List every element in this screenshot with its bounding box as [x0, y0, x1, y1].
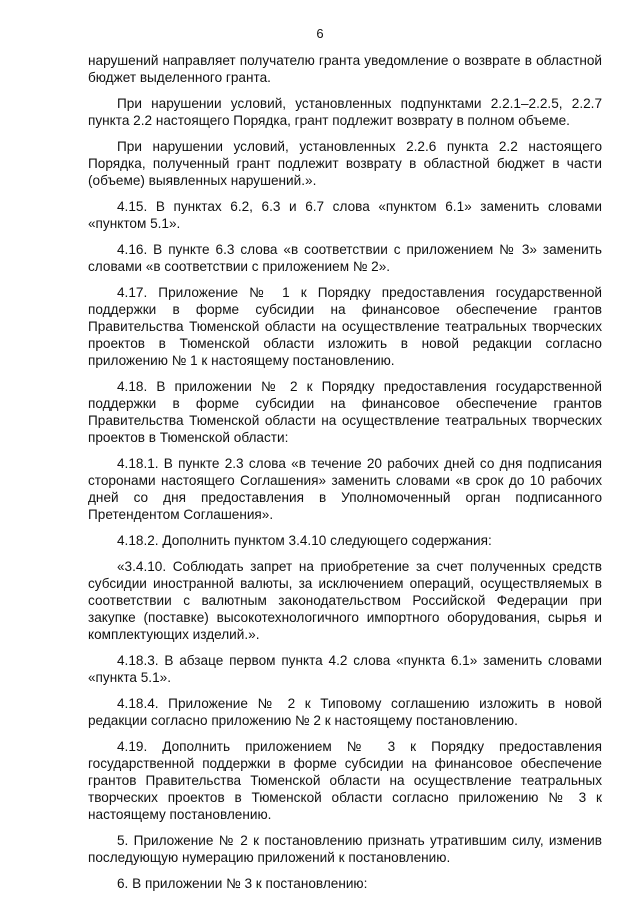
paragraph-4-15: 4.15. В пунктах 6.2, 6.3 и 6.7 слова «пунктом 6.1» заменить словами «пунктом 5.1».: [88, 199, 602, 231]
document-body: [88, 52, 602, 901]
paragraph-4-16: 4.16. В пункте 6.3 слова «в соответствии с приложением № 3» заменить словами «в соответствии с приложением № 2».: [88, 242, 602, 274]
paragraph-4-18-1: 4.18.1. В пункте 2.3 слова «в течение 20 рабочих дней со дня подписания сторонами настоящего Соглашения» заменить словами «в срок до 10 рабочих дней со дня предоставления в Уполномоченный орган подписанного Претендентом Соглашения».: [88, 456, 602, 522]
paragraph-4-18-4: 4.18.4. Приложение № 2 к Типовому соглашению изложить в новой редакции согласно приложению № 2 к настоящему постановлению.: [88, 696, 602, 728]
paragraph-4-18-3: 4.18.3. В абзаце первом пункта 4.2 слова «пункта 6.1» заменить словами «пункта 5.1».: [88, 653, 602, 685]
paragraph-3-4-10-quote: «3.4.10. Соблюдать запрет на приобретение за счет полученных средств субсидии иностранной валюты, за исключением операций, осуществляемых в соответствии с валютным законодательством Российской Федерации при закупке (поставке) высокотехнологичного импортного оборудования, сырья и комплектующих изделий.».: [88, 559, 602, 642]
paragraph-6: 6. В приложении № 3 к постановлению:: [117, 876, 368, 891]
paragraph-violation-partial-refund: При нарушении условий, установленных 2.2.6 пункта 2.2 настоящего Порядка, полученный грант подлежит возврату в областной бюджет в части (объеме) выявленных нарушений.».: [88, 139, 602, 188]
paragraph-continuation: нарушений направляет получателю гранта уведомление о возврате в областной бюджет выделенного гранта.: [88, 53, 602, 85]
paragraph-5: 5. Приложение № 2 к постановлению признать утратившим силу, изменив последующую нумерацию приложений к постановлению.: [88, 833, 602, 865]
paragraph-4-18: 4.18. В приложении № 2 к Порядку предоставления государственной поддержки в форме субсидии на финансовое обеспечение грантов Правительства Тюменской области на осуществление театральных творческих проектов в Тюменской области:: [88, 379, 602, 445]
paragraph-4-18-2: 4.18.2. Дополнить пунктом 3.4.10 следующего содержания:: [117, 533, 492, 548]
paragraph-violation-full-refund: При нарушении условий, установленных подпунктами 2.2.1–2.2.5, 2.2.7 пункта 2.2 настоящего Порядка, грант подлежит возврату в полном объеме.: [88, 96, 602, 128]
paragraph-4-19: 4.19. Дополнить приложением № 3 к Порядку предоставления государственной поддержки в форме субсидии на финансовое обеспечение грантов Правительства Тюменской области на осуществление театральных творческих проектов в Тюменской области согласно приложению № 3 к настоящему постановлению.: [88, 739, 602, 822]
page-number: 6: [316, 26, 324, 41]
paragraph-4-17: 4.17. Приложение № 1 к Порядку предоставления государственной поддержки в форме субсидии на финансовое обеспечение грантов Правительства Тюменской области на осуществление театральных творческих проектов в Тюменской области изложить в новой редакции согласно приложению № 1 к настоящему постановлению.: [88, 285, 602, 368]
